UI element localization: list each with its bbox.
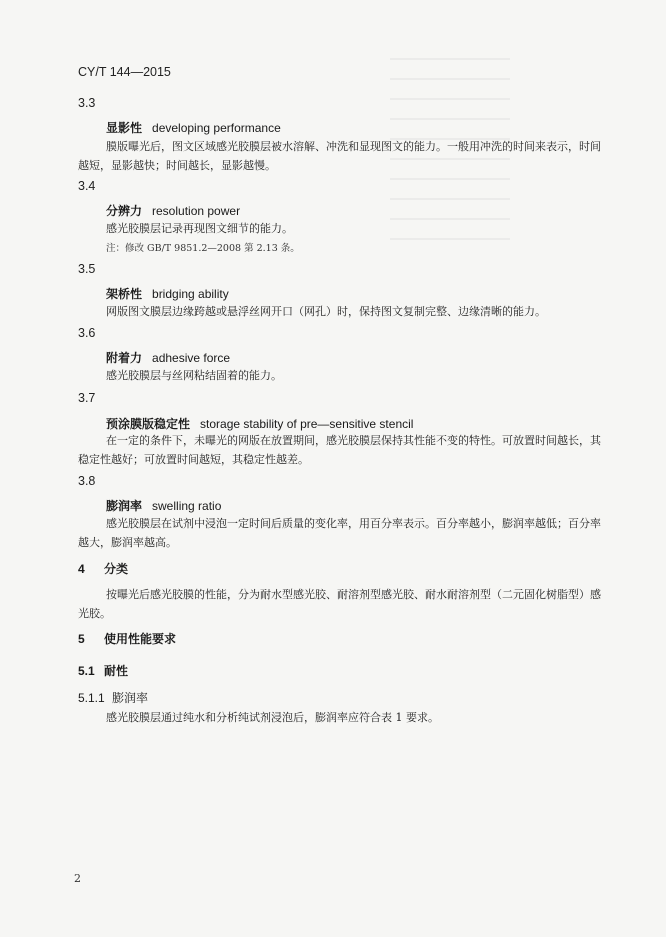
term-cn: 架桥性	[106, 287, 143, 301]
term-title	[106, 119, 281, 136]
section-number: 5	[78, 632, 85, 646]
term-en: storage stability of pre—sensitive stencil	[200, 417, 414, 431]
term-number: 3.7	[78, 391, 96, 405]
term-cn: 分辨力	[106, 204, 143, 218]
term-title	[106, 202, 240, 219]
section-number: 5.1.1	[78, 691, 105, 705]
term-definition: 感光胶膜层与丝网粘结固着的能力。	[106, 369, 282, 382]
term-number: 3.4	[78, 179, 96, 193]
term-definition: 在一定的条件下，未曝光的网版在放置期间，感光胶膜层保持其性能不变的特性。可放置时间越长，其稳定性越好；可放置时间越短，其稳定性越差。	[78, 434, 601, 466]
subsubsection-heading	[78, 689, 148, 706]
section-number: 5.1	[78, 664, 95, 678]
term-number: 3.3	[78, 96, 96, 110]
section-title: 耐性	[104, 664, 129, 678]
section-heading	[78, 560, 128, 577]
term-cn: 附着力	[106, 351, 143, 365]
term-cn: 膨润率	[106, 499, 143, 513]
term-en: adhesive force	[152, 351, 231, 365]
subsection-heading	[78, 662, 128, 679]
term-en: resolution power	[152, 204, 241, 218]
term-definition: 膜版曝光后，图文区域感光胶膜层被水溶解、冲洗和显现图文的能力。一般用冲洗的时间来表示，时间越短，显影越快；时间越长，显影越慢。	[78, 140, 601, 172]
term-title	[106, 349, 230, 366]
term-definition: 感光胶膜层记录再现图文细节的能力。	[106, 222, 293, 235]
term-en: developing performance	[152, 121, 281, 135]
section-title: 膨润率	[112, 691, 149, 705]
term-en: bridging ability	[152, 287, 229, 301]
term-number: 3.6	[78, 326, 96, 340]
term-definition: 网版图文膜层边缘跨越或悬浮丝网开口（网孔）时，保持图文复制完整、边缘清晰的能力。	[106, 305, 546, 318]
page-number: 2	[74, 872, 81, 885]
term-note: 注：修改 GB/T 9851.2—2008 第 2.13 条。	[106, 243, 300, 254]
term-en: swelling ratio	[152, 499, 222, 513]
term-definition: 感光胶膜层在试剂中浸泡一定时间后质量的变化率，用百分率表示。百分率越小，膨润率越低；百分率越大，膨润率越高。	[78, 517, 601, 549]
section-text: 按曝光后感光胶膜的性能，分为耐水型感光胶、耐溶剂型感光胶、耐水耐溶剂型（二元固化树脂型）感光胶。	[78, 588, 601, 620]
section-text: 感光胶膜层通过纯水和分析纯试剂浸泡后，膨润率应符合表 1 要求。	[106, 711, 439, 724]
term-title	[106, 497, 221, 514]
section-title: 分类	[104, 562, 129, 576]
term-title	[106, 285, 229, 302]
term-cn: 预涂膜版稳定性	[106, 417, 191, 431]
section-heading	[78, 630, 176, 647]
section-number: 4	[78, 562, 85, 576]
section-title: 使用性能要求	[104, 632, 177, 646]
term-number: 3.8	[78, 474, 96, 488]
term-number: 3.5	[78, 262, 96, 276]
standard-code: CY/T 144—2015	[78, 65, 171, 79]
term-title	[106, 415, 413, 432]
term-cn: 显影性	[106, 121, 143, 135]
